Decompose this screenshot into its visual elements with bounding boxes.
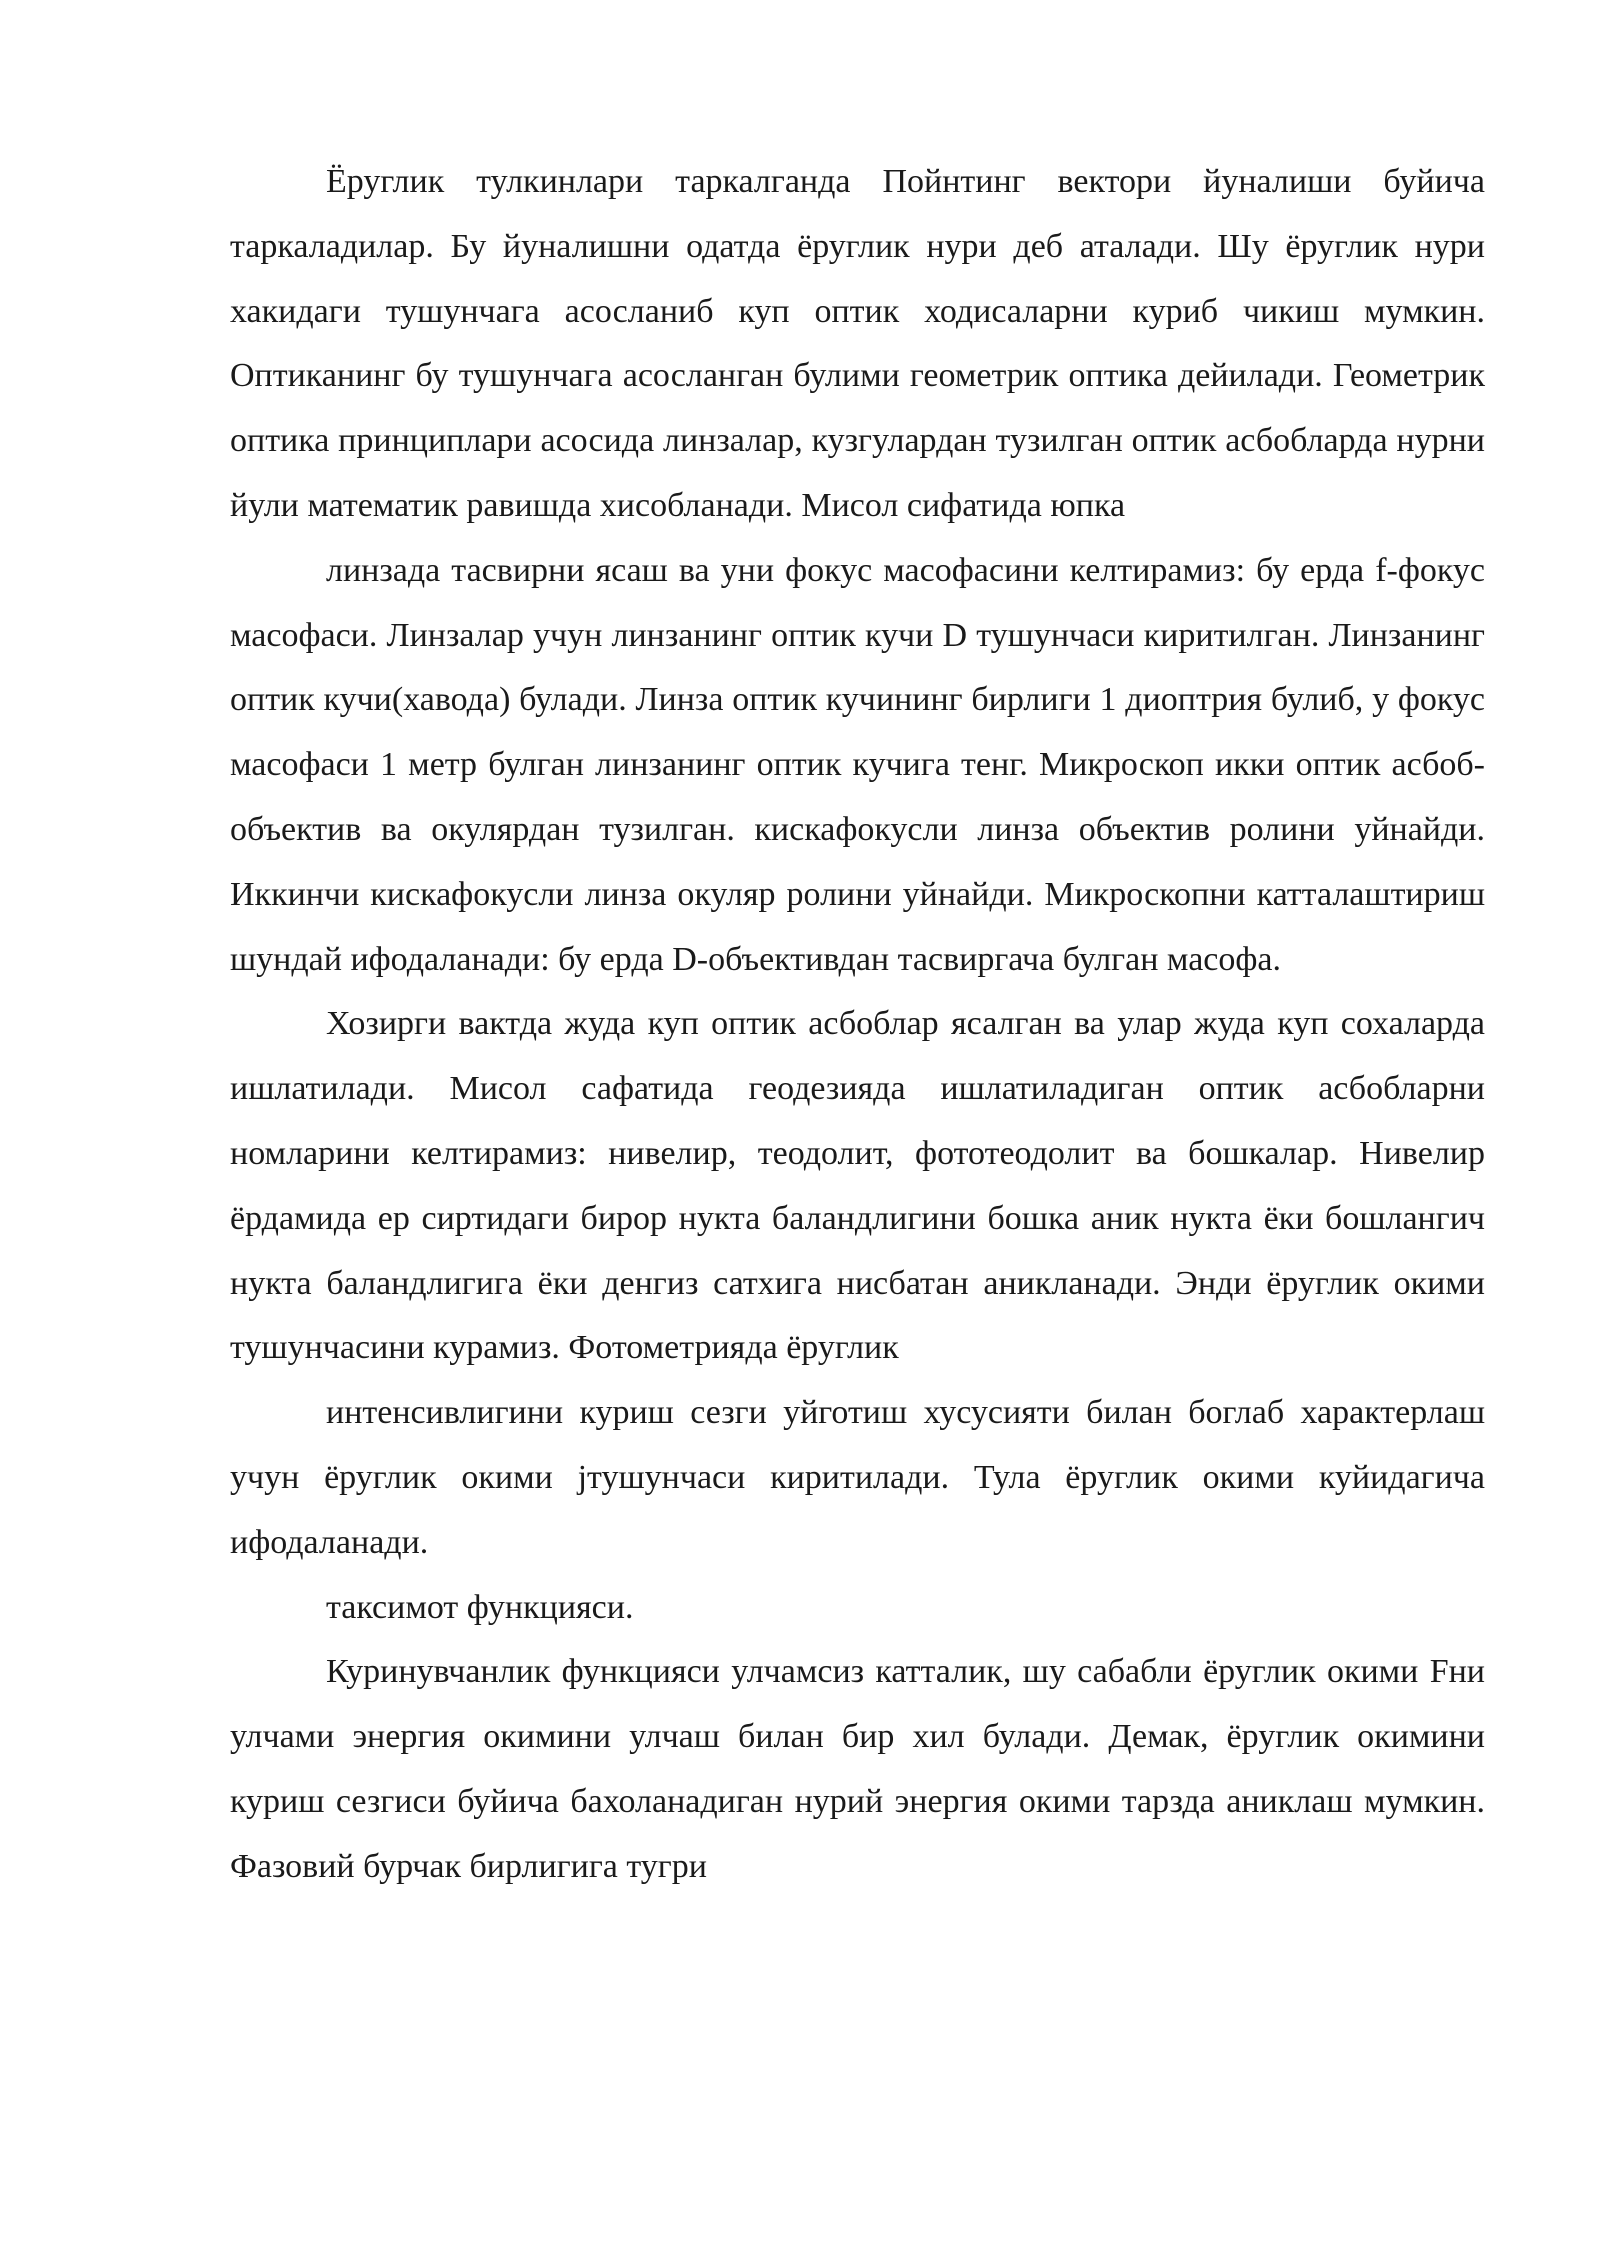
paragraph-lens-microscope: линзада тасвирни ясаш ва уни фокус масофасини келтирамиз: бу ерда f-фокус масофаси. Линзалар учун линзанинг оптик кучи D тушунчаси киритилган. Линзанинг оптик кучи(хавода) булади. Линза оптик кучининг бирлиги 1 диоптрия булиб, у фокус масофаси 1 метр булган линзанинг оптик кучига тенг. Микроскоп икки оптик асбоб-объектив ва окулярдан тузилган. кискафокусли линза объектив ролини уйнайди. Иккинчи кискафокусли линза окуляр ролини уйнайди. Микроскопни катталаштириш шундай ифодаланади: бу ерда D-объективдан тасвиргача булган масофа. [230, 551, 1485, 978]
document-body [230, 150, 1485, 1900]
paragraph-distribution-function: таксимот функцияси. [326, 1588, 634, 1626]
paragraph-visibility-function: Куринувчанлик функцияси улчамсиз катталик, шу сабабли ёруглик окими Fни улчами энергия окимини улчаш билан бир хил булади. Демак, ёруглик окимини куриш сезгиси буйича бахоланадиган нурий энергия окими тарзда аниклаш мумкин. Фазовий бурчак бирлигига тугри [230, 1653, 1485, 1885]
paragraph-geometric-optics: Ёруглик тулкинлари таркалганда Пойнтинг вектори йуналиши буйича таркаладилар. Бу йуналишни одатда ёруглик нури деб аталади. Шу ёруглик нури хакидаги тушунчага асосланиб куп оптик ходисаларни куриб чикиш мумкин. Оптиканинг бу тушунчага асосланган булими геометрик оптика дейилади. Геометрик оптика принциплари асосида линзалар, кузгулардан тузилган оптик асбобларда нурни йули математик равишда хисобланади. Мисол сифатида юпка [230, 163, 1485, 524]
paragraph-light-flux: интенсивлигини куриш сезги уйготиш хусусияти билан боглаб характерлаш учун ёруглик окими јтушунчаси киритилади. Тула ёруглик окими куйидагича ифодаланади. [230, 1394, 1485, 1561]
paragraph-optical-instruments: Хозирги вактда жуда куп оптик асбоблар ясалган ва улар жуда куп сохаларда ишлатилади. Мисол сафатида геодезияда ишлатиладиган оптик асбобларни номларини келтирамиз: нивелир, теодолит, фототеодолит ва бошкалар. Нивелир ёрдамида ер сиртидаги бирор нукта баландлигини бошка аник нукта ёки бошлангич нукта баландлигига ёки денгиз сатхига нисбатан аникланади. Энди ёруглик окими тушунчасини курамиз. Фотометрияда ёруглик [230, 1005, 1485, 1367]
